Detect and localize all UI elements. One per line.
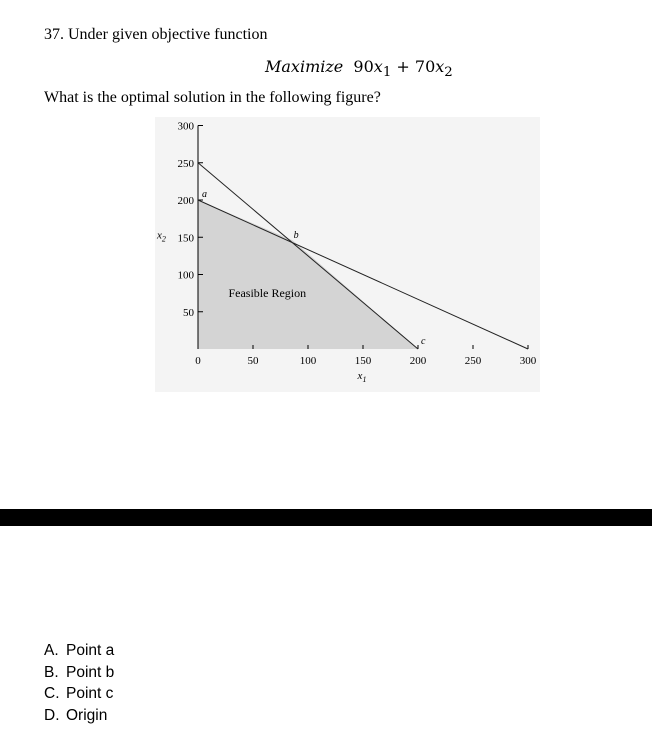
choice-letter: B. [44, 663, 59, 681]
x-tick-label: 100 [299, 355, 317, 367]
y-tick-label: 100 [177, 269, 194, 282]
objective-sub1: 1 [382, 65, 392, 81]
point-label-a: a [202, 189, 207, 200]
choice-letter: A. [44, 642, 59, 659]
x-tick-label: 0 [195, 355, 201, 367]
lp-chart [155, 117, 540, 392]
objective-var2: x [435, 57, 445, 76]
objective-var1: x [373, 57, 383, 76]
x-tick-label: 300 [519, 355, 537, 367]
answer-choice[interactable] [44, 662, 114, 684]
question-prompt: What is the optimal solution in the following figure? [44, 89, 381, 106]
x-tick-label: 250 [464, 355, 482, 367]
choice-text: Point b [66, 663, 115, 681]
x-tick-label: 200 [409, 355, 427, 367]
x-tick-label: 50 [247, 355, 259, 367]
objective-sub2: 2 [444, 65, 453, 81]
y-axis-label: $x_2$ [157, 229, 166, 244]
objective-function [265, 57, 453, 80]
answer-choice[interactable] [44, 705, 114, 727]
question-body: Under given objective function [68, 26, 268, 43]
answer-choices [44, 640, 114, 726]
objective-plus: + [396, 57, 410, 76]
point-label-b: b [293, 230, 299, 242]
black-divider-bar [0, 509, 652, 526]
question-number: 37. [44, 26, 64, 43]
y-tick-label: 150 [177, 232, 194, 245]
y-tick-label: 50 [183, 306, 194, 319]
feasible-region [198, 200, 418, 349]
answer-choice[interactable] [44, 640, 114, 662]
lp-figure [155, 117, 540, 392]
choice-text: Origin [66, 706, 108, 724]
objective-coef1: 90 [353, 57, 374, 76]
answer-choice[interactable] [44, 683, 114, 705]
objective-keyword: Maximize [265, 57, 344, 76]
choice-letter: D. [44, 706, 60, 724]
feasible-region-label: Feasible Region [228, 285, 307, 300]
point-label-c: c [421, 336, 426, 347]
choice-text: Point a [66, 642, 115, 659]
choice-text: Point c [66, 685, 114, 702]
y-tick-label: 200 [177, 195, 194, 207]
y-tick-label: 250 [177, 157, 194, 170]
question-text [44, 26, 268, 44]
choice-letter: C. [44, 685, 60, 702]
y-tick-label: 300 [177, 120, 194, 133]
x-tick-label: 150 [354, 355, 372, 367]
objective-coef2: 70 [414, 57, 436, 76]
x-axis-label: $x_1$ [357, 370, 367, 384]
